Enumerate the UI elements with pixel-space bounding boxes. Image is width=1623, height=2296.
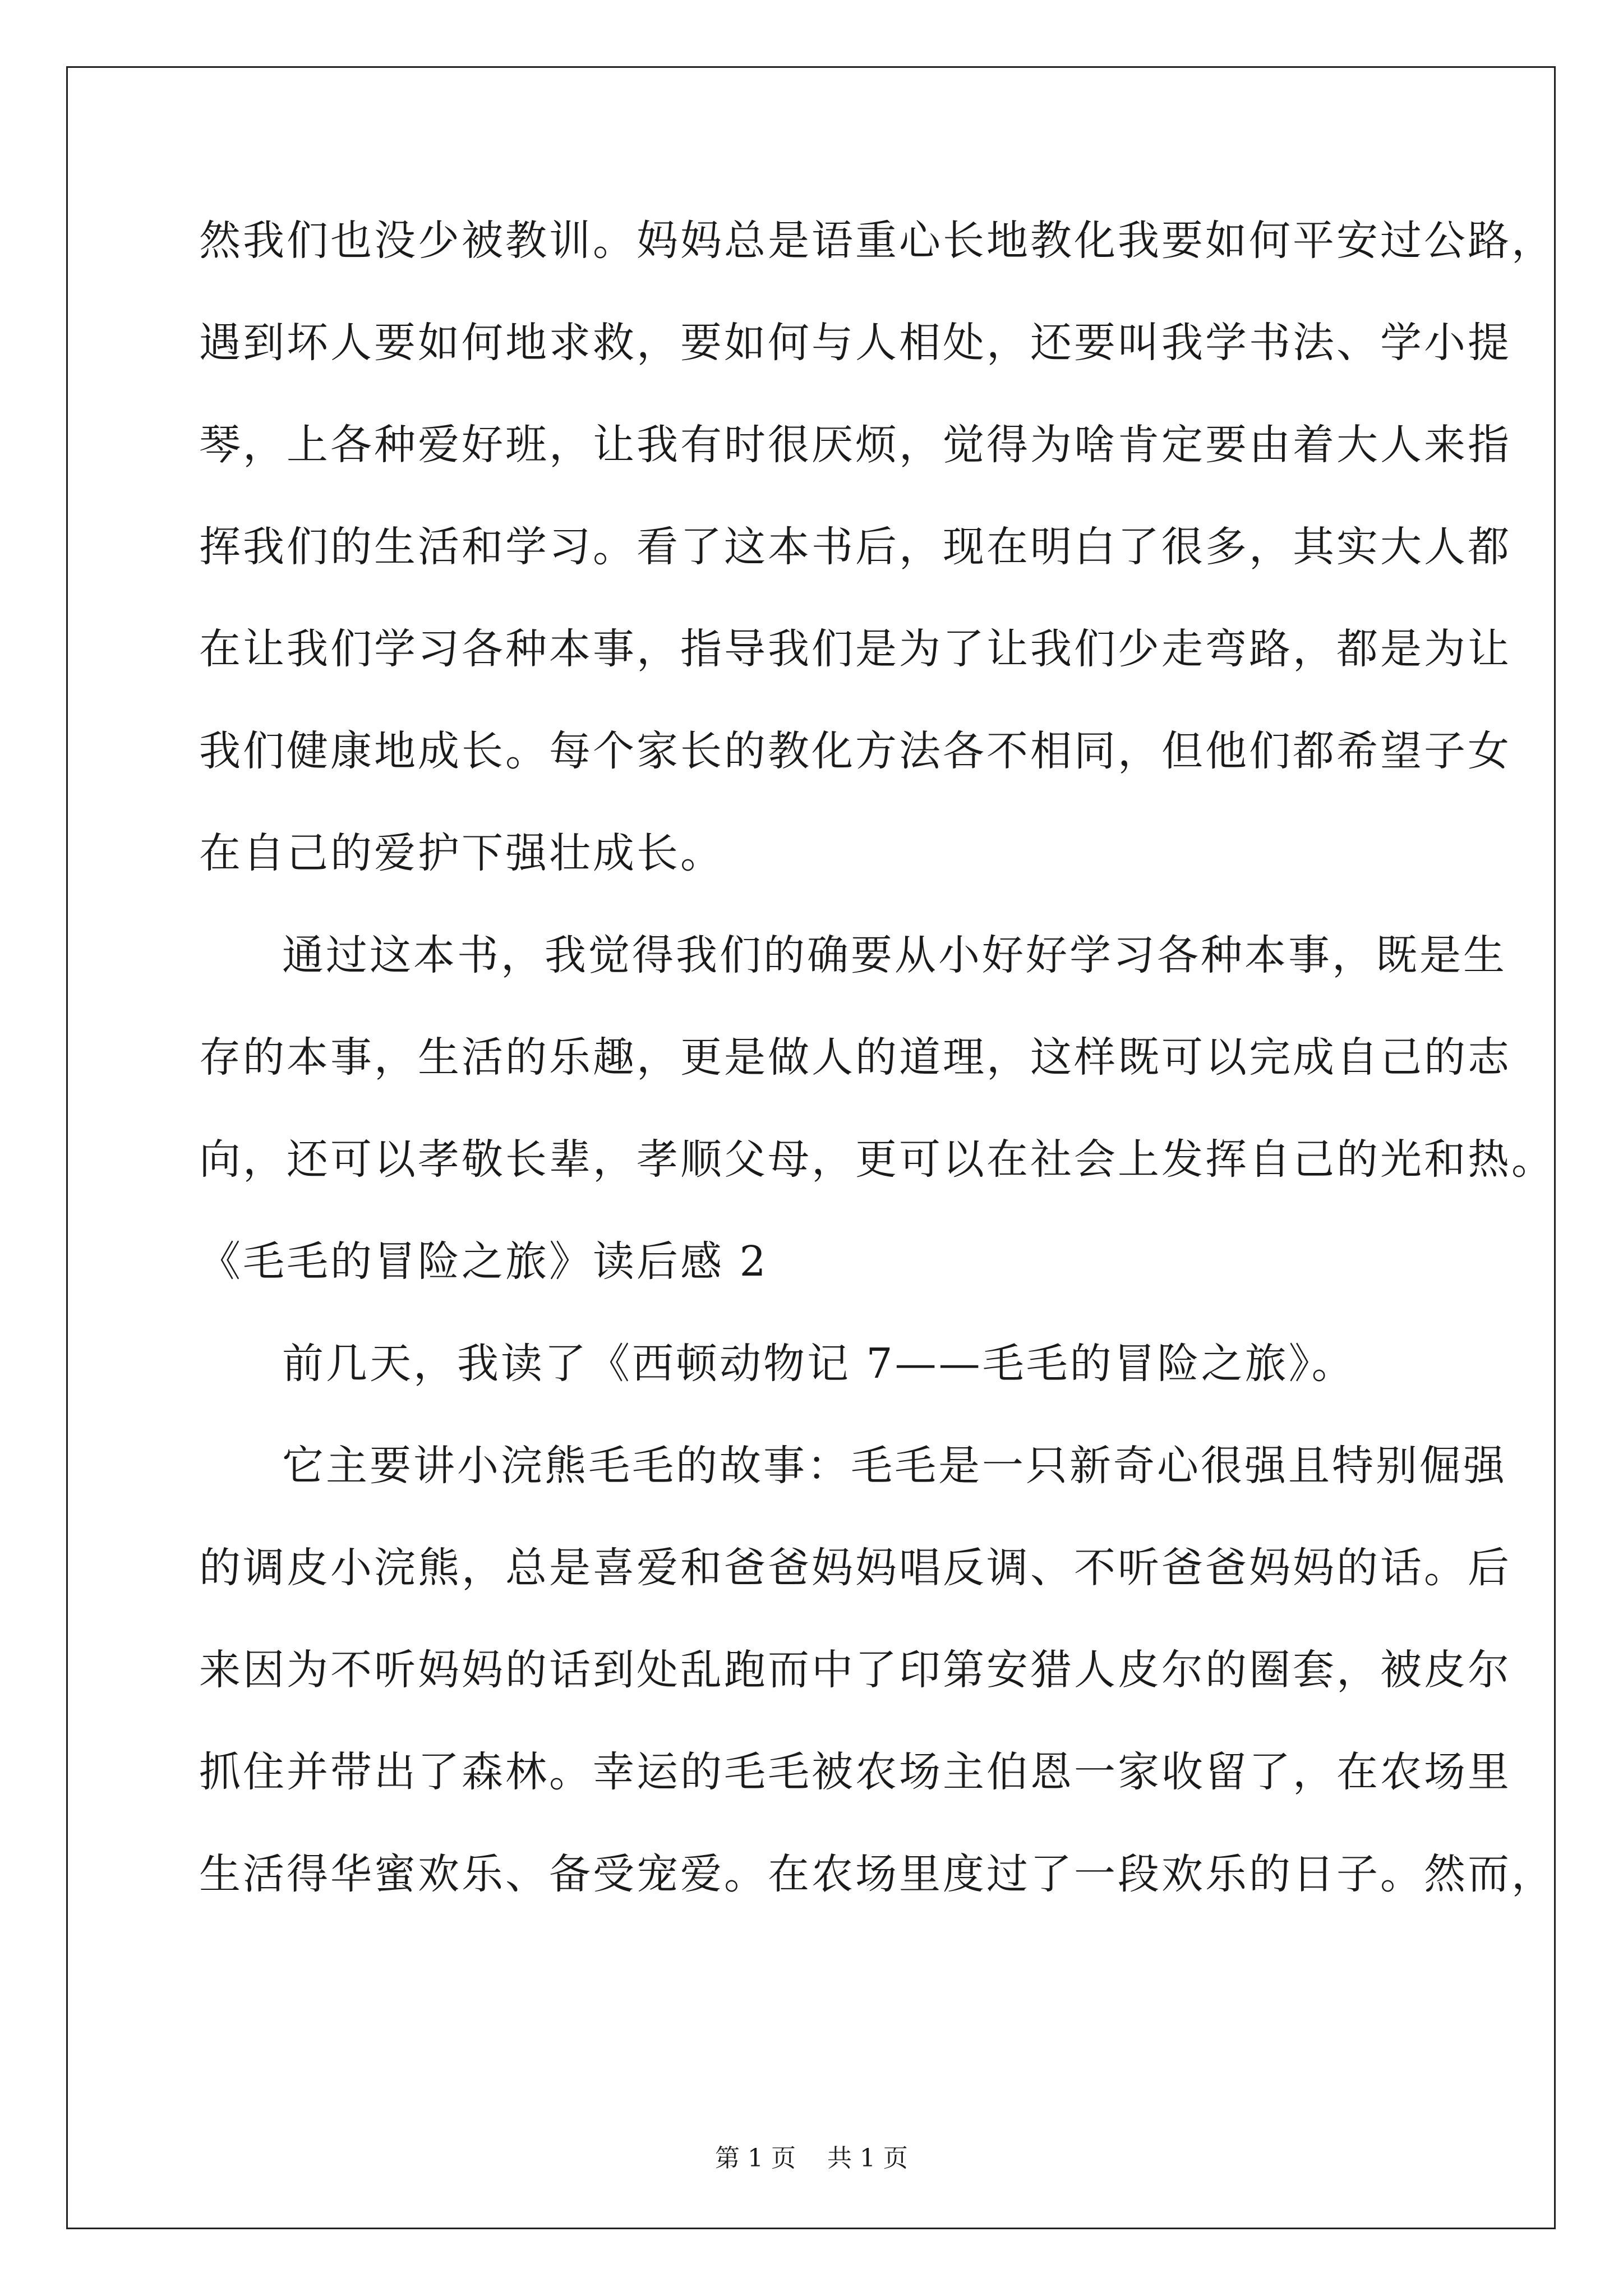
text-line: 生活得华蜜欢乐、备受宠爱。在农场里度过了一段欢乐的日子。然而， bbox=[199, 1850, 1555, 1898]
text-line: 我们健康地成长。每个家长的教化方法各不相同，但他们都希望子女 bbox=[199, 727, 1511, 775]
text-line: 抓住并带出了森林。幸运的毛毛被农场主伯恩一家收留了，在农场里 bbox=[199, 1748, 1511, 1796]
text-line: 向，还可以孝敬长辈，孝顺父母，更可以在社会上发挥自己的光和热。 bbox=[199, 1135, 1555, 1184]
text-line: 在自己的爱护下强壮成长。 bbox=[199, 829, 724, 877]
text-line: 在让我们学习各种本事，指导我们是为了让我们少走弯路，都是为让 bbox=[199, 625, 1511, 673]
text-line: 前几天，我读了《西顿动物记 7——毛毛的冒险之旅》。 bbox=[282, 1340, 1355, 1388]
text-line: 来因为不听妈妈的话到处乱跑而中了印第安猎人皮尔的圈套，被皮尔 bbox=[199, 1646, 1511, 1694]
text-line: 然我们也没少被教训。妈妈总是语重心长地教化我要如何平安过公路， bbox=[199, 217, 1555, 265]
page-footer: 第 1 页 共 1 页 bbox=[715, 2144, 908, 2173]
document-body bbox=[199, 213, 1555, 1949]
text-line: 琴，上各种爱好班，让我有时很厌烦，觉得为啥肯定要由着大人来指 bbox=[199, 421, 1511, 469]
text-line: 存的本事，生活的乐趣，更是做人的道理，这样既可以完成自己的志 bbox=[199, 1033, 1511, 1082]
section-heading: 《毛毛的冒险之旅》读后感 2 bbox=[199, 1237, 768, 1286]
text-line: 遇到坏人要如何地求救，要如何与人相处，还要叫我学书法、学小提 bbox=[199, 319, 1511, 367]
text-line: 通过这本书，我觉得我们的确要从小好好学习各种本事，既是生 bbox=[282, 931, 1507, 979]
text-line: 挥我们的生活和学习。看了这本书后，现在明白了很多，其实大人都 bbox=[199, 523, 1511, 571]
text-line: 它主要讲小浣熊毛毛的故事：毛毛是一只新奇心很强且特别倔强 bbox=[282, 1442, 1507, 1490]
text-line: 的调皮小浣熊，总是喜爱和爸爸妈妈唱反调、不听爸爸妈妈的话。后 bbox=[199, 1544, 1511, 1592]
